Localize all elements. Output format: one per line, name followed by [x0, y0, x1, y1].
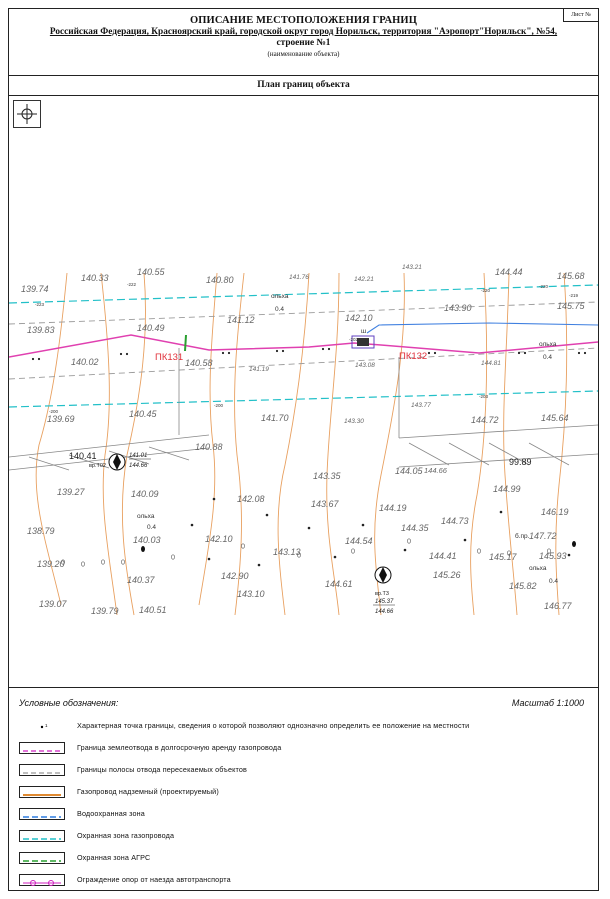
object-address: [9, 27, 598, 49]
contour-lines: [36, 273, 567, 615]
svg-text:145.17: 145.17: [489, 552, 517, 562]
svg-text:141.76: 141.76: [289, 274, 309, 281]
svg-text:б.пр.: б.пр.: [515, 533, 530, 540]
svg-text:139.74: 139.74: [21, 284, 49, 294]
svg-text:144.72: 144.72: [471, 415, 499, 425]
svg-text:145.26: 145.26: [433, 570, 461, 580]
svg-text:143.13: 143.13: [273, 547, 301, 557]
svg-text:ш: ш: [361, 328, 367, 335]
svg-text:145.64: 145.64: [541, 413, 569, 423]
agrs-marker: [185, 335, 186, 351]
legend-item-label: Ограждение опор от наезда автотранспорта: [77, 875, 231, 884]
svg-text:142.10: 142.10: [345, 313, 373, 323]
legend-item-label: Водоохранная зона: [77, 809, 145, 818]
svg-text:141.01: 141.01: [129, 453, 148, 459]
object-subtitle: (наименование объекта): [267, 50, 340, 58]
svg-text:-202: -202: [349, 337, 359, 342]
svg-text:144.19: 144.19: [379, 503, 407, 513]
svg-text:99.89: 99.89: [509, 457, 532, 467]
svg-text:144.66: 144.66: [375, 609, 394, 615]
boundary-plan-map[interactable]: [9, 95, 598, 688]
svg-text:145.68: 145.68: [557, 271, 585, 281]
svg-text:144.54: 144.54: [345, 536, 373, 546]
legend-item-label: Характерная точка границы, сведения о которой позволяют однозначно определить ее положение на местности: [77, 721, 470, 730]
plan-title: План границ объекта: [9, 75, 598, 96]
svg-text:144.35: 144.35: [401, 523, 429, 533]
svg-text:вр.Т02: вр.Т02: [89, 463, 106, 469]
document-header: [9, 9, 598, 76]
svg-text:145.82: 145.82: [509, 581, 537, 591]
document-title: ОПИСАНИЕ МЕСТОПОЛОЖЕНИЯ ГРАНИЦ: [190, 15, 417, 26]
svg-text:144.41: 144.41: [429, 551, 457, 561]
svg-text:ольха: ольха: [137, 513, 155, 520]
svg-text:143.21: 143.21: [402, 264, 422, 271]
svg-text:145.37: 145.37: [375, 599, 394, 605]
legend-item: [19, 786, 579, 800]
svg-text:143.30: 143.30: [344, 418, 364, 425]
orange-solid-line-icon: [19, 786, 65, 798]
svg-text:147.72: 147.72: [529, 531, 557, 541]
svg-text:ольха: ольха: [529, 565, 547, 572]
svg-text:139.20: 139.20: [37, 559, 65, 569]
crosshair-icon: [13, 100, 41, 128]
legend-item: [19, 808, 579, 822]
svg-text:ольха: ольха: [271, 293, 289, 300]
map-canvas: [9, 95, 598, 687]
legend-item: [19, 742, 579, 756]
svg-text:139.79: 139.79: [91, 606, 119, 616]
svg-text:140.45: 140.45: [129, 409, 157, 419]
map-sheet: [8, 8, 599, 891]
svg-text:140.37: 140.37: [127, 575, 155, 585]
svg-text:-222: -222: [127, 282, 137, 287]
svg-text:вр.Т3: вр.Т3: [375, 591, 389, 597]
legend-item: [19, 830, 579, 844]
svg-text:143.10: 143.10: [237, 589, 265, 599]
svg-text:144.05: 144.05: [395, 466, 423, 476]
svg-text:138.79: 138.79: [27, 526, 55, 536]
svg-text:143.35: 143.35: [313, 471, 341, 481]
legend-item: [19, 874, 579, 888]
svg-text:142.08: 142.08: [237, 494, 265, 504]
svg-text:139.69: 139.69: [47, 414, 75, 424]
svg-text:144.73: 144.73: [441, 516, 469, 526]
gray-dash-line-icon: [19, 764, 65, 776]
svg-text:143.90: 143.90: [444, 303, 472, 313]
svg-text:145.75: 145.75: [557, 301, 585, 311]
blue-dash-line-icon: [19, 808, 65, 820]
svg-text:-220: -220: [539, 284, 549, 289]
address-line-1: Российская Федерация, Красноярский край, городской округ город Норильск, территория "Аэропорт"Норильск", №54,: [49, 27, 558, 37]
svg-text:141.12: 141.12: [227, 315, 255, 325]
cyan-dash-line-icon: [19, 830, 65, 842]
picket-label: ПК131: [155, 352, 184, 363]
svg-text:141.19: 141.19: [249, 366, 269, 373]
svg-text:0.4: 0.4: [549, 578, 559, 585]
svg-text:144.66: 144.66: [424, 466, 447, 475]
svg-text:146.19: 146.19: [541, 507, 569, 517]
svg-text:140.41: 140.41: [69, 451, 97, 461]
svg-text:140.02: 140.02: [71, 357, 99, 367]
svg-text:140.33: 140.33: [81, 273, 109, 283]
svg-text:1: 1: [45, 723, 48, 728]
svg-text:140.55: 140.55: [137, 267, 165, 277]
svg-text:140.58: 140.58: [185, 358, 213, 368]
support-block: [357, 338, 369, 346]
fence-symbol-icon: [19, 874, 65, 886]
svg-text:ольха: ольха: [539, 341, 557, 348]
svg-text:-200: -200: [49, 409, 59, 414]
svg-text:143.77: 143.77: [411, 402, 431, 409]
svg-text:139.83: 139.83: [27, 325, 55, 335]
svg-text:-200: -200: [214, 403, 224, 408]
map-scale: Масштаб 1:1000: [511, 698, 584, 708]
svg-text:141.70: 141.70: [261, 413, 289, 423]
legend-item-label: Газопровод надземный (проектируемый): [77, 787, 219, 796]
svg-text:140.09: 140.09: [131, 489, 159, 499]
svg-text:146.77: 146.77: [544, 601, 572, 611]
legend-title: Условные обозначения:: [19, 698, 119, 708]
legend-item: [19, 764, 579, 778]
well-marker: [373, 567, 395, 615]
svg-text:144.61: 144.61: [325, 579, 353, 589]
address-line-2: строение №1: [276, 38, 331, 48]
svg-text:142.90: 142.90: [221, 571, 249, 581]
legend-item-label: Границы полосы отвода пересекаемых объектов: [77, 765, 247, 774]
legend-item-label: Охранная зона АГРС: [77, 853, 151, 862]
svg-text:144.66: 144.66: [129, 463, 148, 469]
svg-text:0.4: 0.4: [543, 354, 553, 361]
svg-text:-219: -219: [569, 293, 579, 298]
svg-text:144.81: 144.81: [481, 360, 501, 367]
sheet-number: Лист №: [563, 9, 598, 22]
svg-text:140.49: 140.49: [137, 323, 165, 333]
green-dash-line-icon: [19, 852, 65, 864]
svg-text:-203: -203: [479, 394, 489, 399]
water-protection-line: [367, 323, 598, 333]
legend-item-label: Граница землеотвода в долгосрочную аренду газопровода: [77, 743, 282, 752]
svg-text:140.88: 140.88: [195, 442, 223, 452]
svg-text:139.07: 139.07: [39, 599, 67, 609]
svg-text:139.27: 139.27: [57, 487, 85, 497]
legend-item: [19, 720, 579, 734]
svg-text:140.51: 140.51: [139, 605, 167, 615]
svg-text:145.93: 145.93: [539, 551, 567, 561]
svg-text:0.4: 0.4: [147, 524, 157, 531]
svg-text:142.10: 142.10: [205, 534, 233, 544]
picket-label: ПК132: [399, 351, 428, 362]
point-symbol-icon: [19, 720, 65, 732]
svg-text:144.44: 144.44: [495, 267, 523, 277]
legend-item-label: Охранная зона газопровода: [77, 831, 175, 840]
svg-text:-223: -223: [35, 302, 45, 307]
svg-text:140.03: 140.03: [133, 535, 161, 545]
svg-text:140.80: 140.80: [206, 275, 234, 285]
magenta-dash-line-icon: [19, 742, 65, 754]
map-legend: [9, 688, 598, 890]
svg-text:142.21: 142.21: [354, 276, 374, 283]
svg-text:143.08: 143.08: [355, 362, 375, 369]
svg-text:144.99: 144.99: [493, 484, 521, 494]
svg-text:-220: -220: [481, 288, 491, 293]
svg-text:143.67: 143.67: [311, 499, 339, 509]
legend-item: [19, 852, 579, 866]
svg-text:0.4: 0.4: [275, 306, 285, 313]
